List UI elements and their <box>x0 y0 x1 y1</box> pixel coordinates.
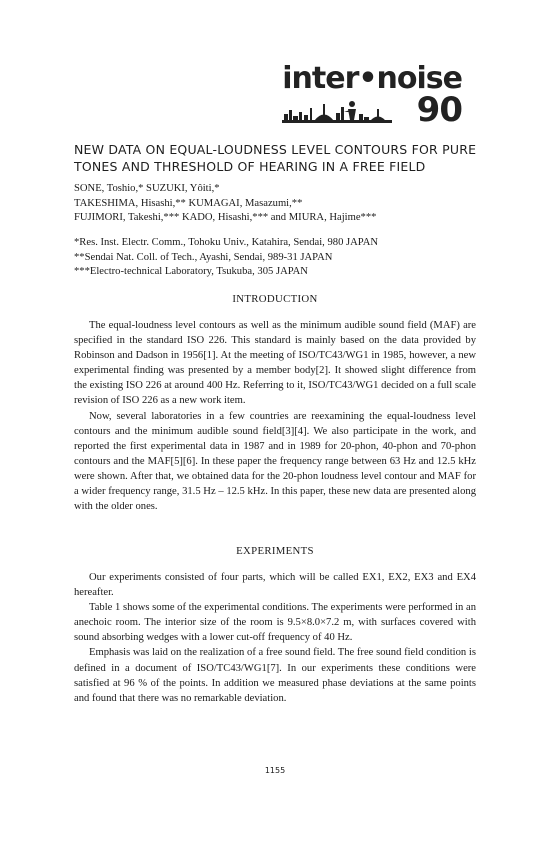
paragraph: Table 1 shows some of the experimental conditions. The experiments were performed in an anechoic room. The interior size of the room is 9.5×8.0×7.2 m, with surfaces covered with sound absorbing wedges with a lower cut-off frequency of 40 Hz. <box>74 602 476 644</box>
author-line: TAKESHIMA, Hisashi,** KUMAGAI, Masazumi,** <box>74 197 303 209</box>
paragraph: The equal-loudness level contours as well as the minimum audible sound field (MAF) are specified in the standard ISO 226. This standard is mainly based on the data provided by Robinson and Dadson in 1956[1]. At the meeting of ISO/TC43/WG1 in 1985, however, a new experimental finding was presented by a member body[2]. It showed slight difference from the existing ISO 226 at around 400 Hz. Referring to it, ISO/TC43/WG1 decided on a full scale revision of ISO 226 as a new work item. <box>74 320 476 407</box>
logo-year: 90 <box>416 90 462 130</box>
page-number: 1155 <box>264 766 286 775</box>
affiliation-line: **Sendai Nat. Coll. of Tech., Ayashi, Sendai, 989-31 JAPAN <box>74 251 333 263</box>
conference-logo <box>278 62 468 128</box>
affiliation-line: *Res. Inst. Electr. Comm., Tohoku Univ., Katahira, Sendai, 980 JAPAN <box>74 237 379 248</box>
experiments-body <box>74 570 476 706</box>
paper-title: NEW DATA ON EQUAL-LOUDNESS LEVEL CONTOURS FOR PURE TONES AND THRESHOLD OF HEARING IN A FREE FIELD <box>74 142 477 174</box>
paragraph: Our experiments consisted of four parts, which will be called EX1, EX2, EX3 and EX4 hereafter. <box>74 572 476 599</box>
section-heading-experiments: EXPERIMENTS <box>236 545 314 557</box>
city-skyline-icon <box>282 98 392 126</box>
paragraph: Emphasis was laid on the realization of a free sound field. The free sound field condition is defined in a document of ISO/TC43/WG1[7]. In our experiments these conditions were satisfied at 96 % of the points. In addition we measured phase deviations at the same points and found that there was no remarkable deviation. <box>74 647 476 704</box>
section-heading-introduction: INTRODUCTION <box>232 293 318 305</box>
affiliation-list <box>74 236 494 280</box>
logo-wordmark: inter•noise <box>282 61 462 96</box>
author-list <box>74 182 494 226</box>
paragraph: Now, several laboratories in a few countries are reexamining the equal-loudness level contours and the minimum audible sound field[3][4]. We also participate in the work, and reported the first experimental data in 1987 and in 1989 for 20-phon, 40-phon and 70-phon contours and the MAF[5][6]. In these paper the frequency range between 63 Hz and 12.5 kHz were shown. After that, we obtained data for the 20-phon loudness level contour and MAF for a wider frequency range, 31.5 Hz – 12.5 kHz. In this paper, these new data are presented along with the older ones. <box>74 410 476 513</box>
author-line: FUJIMORI, Takeshi,*** KADO, Hisashi,*** and MIURA, Hajime*** <box>74 212 377 224</box>
author-line: SONE, Toshio,* SUZUKI, Yôiti,* <box>74 183 220 194</box>
introduction-body <box>74 318 476 514</box>
affiliation-line: ***Electro-technical Laboratory, Tsukuba, 305 JAPAN <box>74 266 308 278</box>
